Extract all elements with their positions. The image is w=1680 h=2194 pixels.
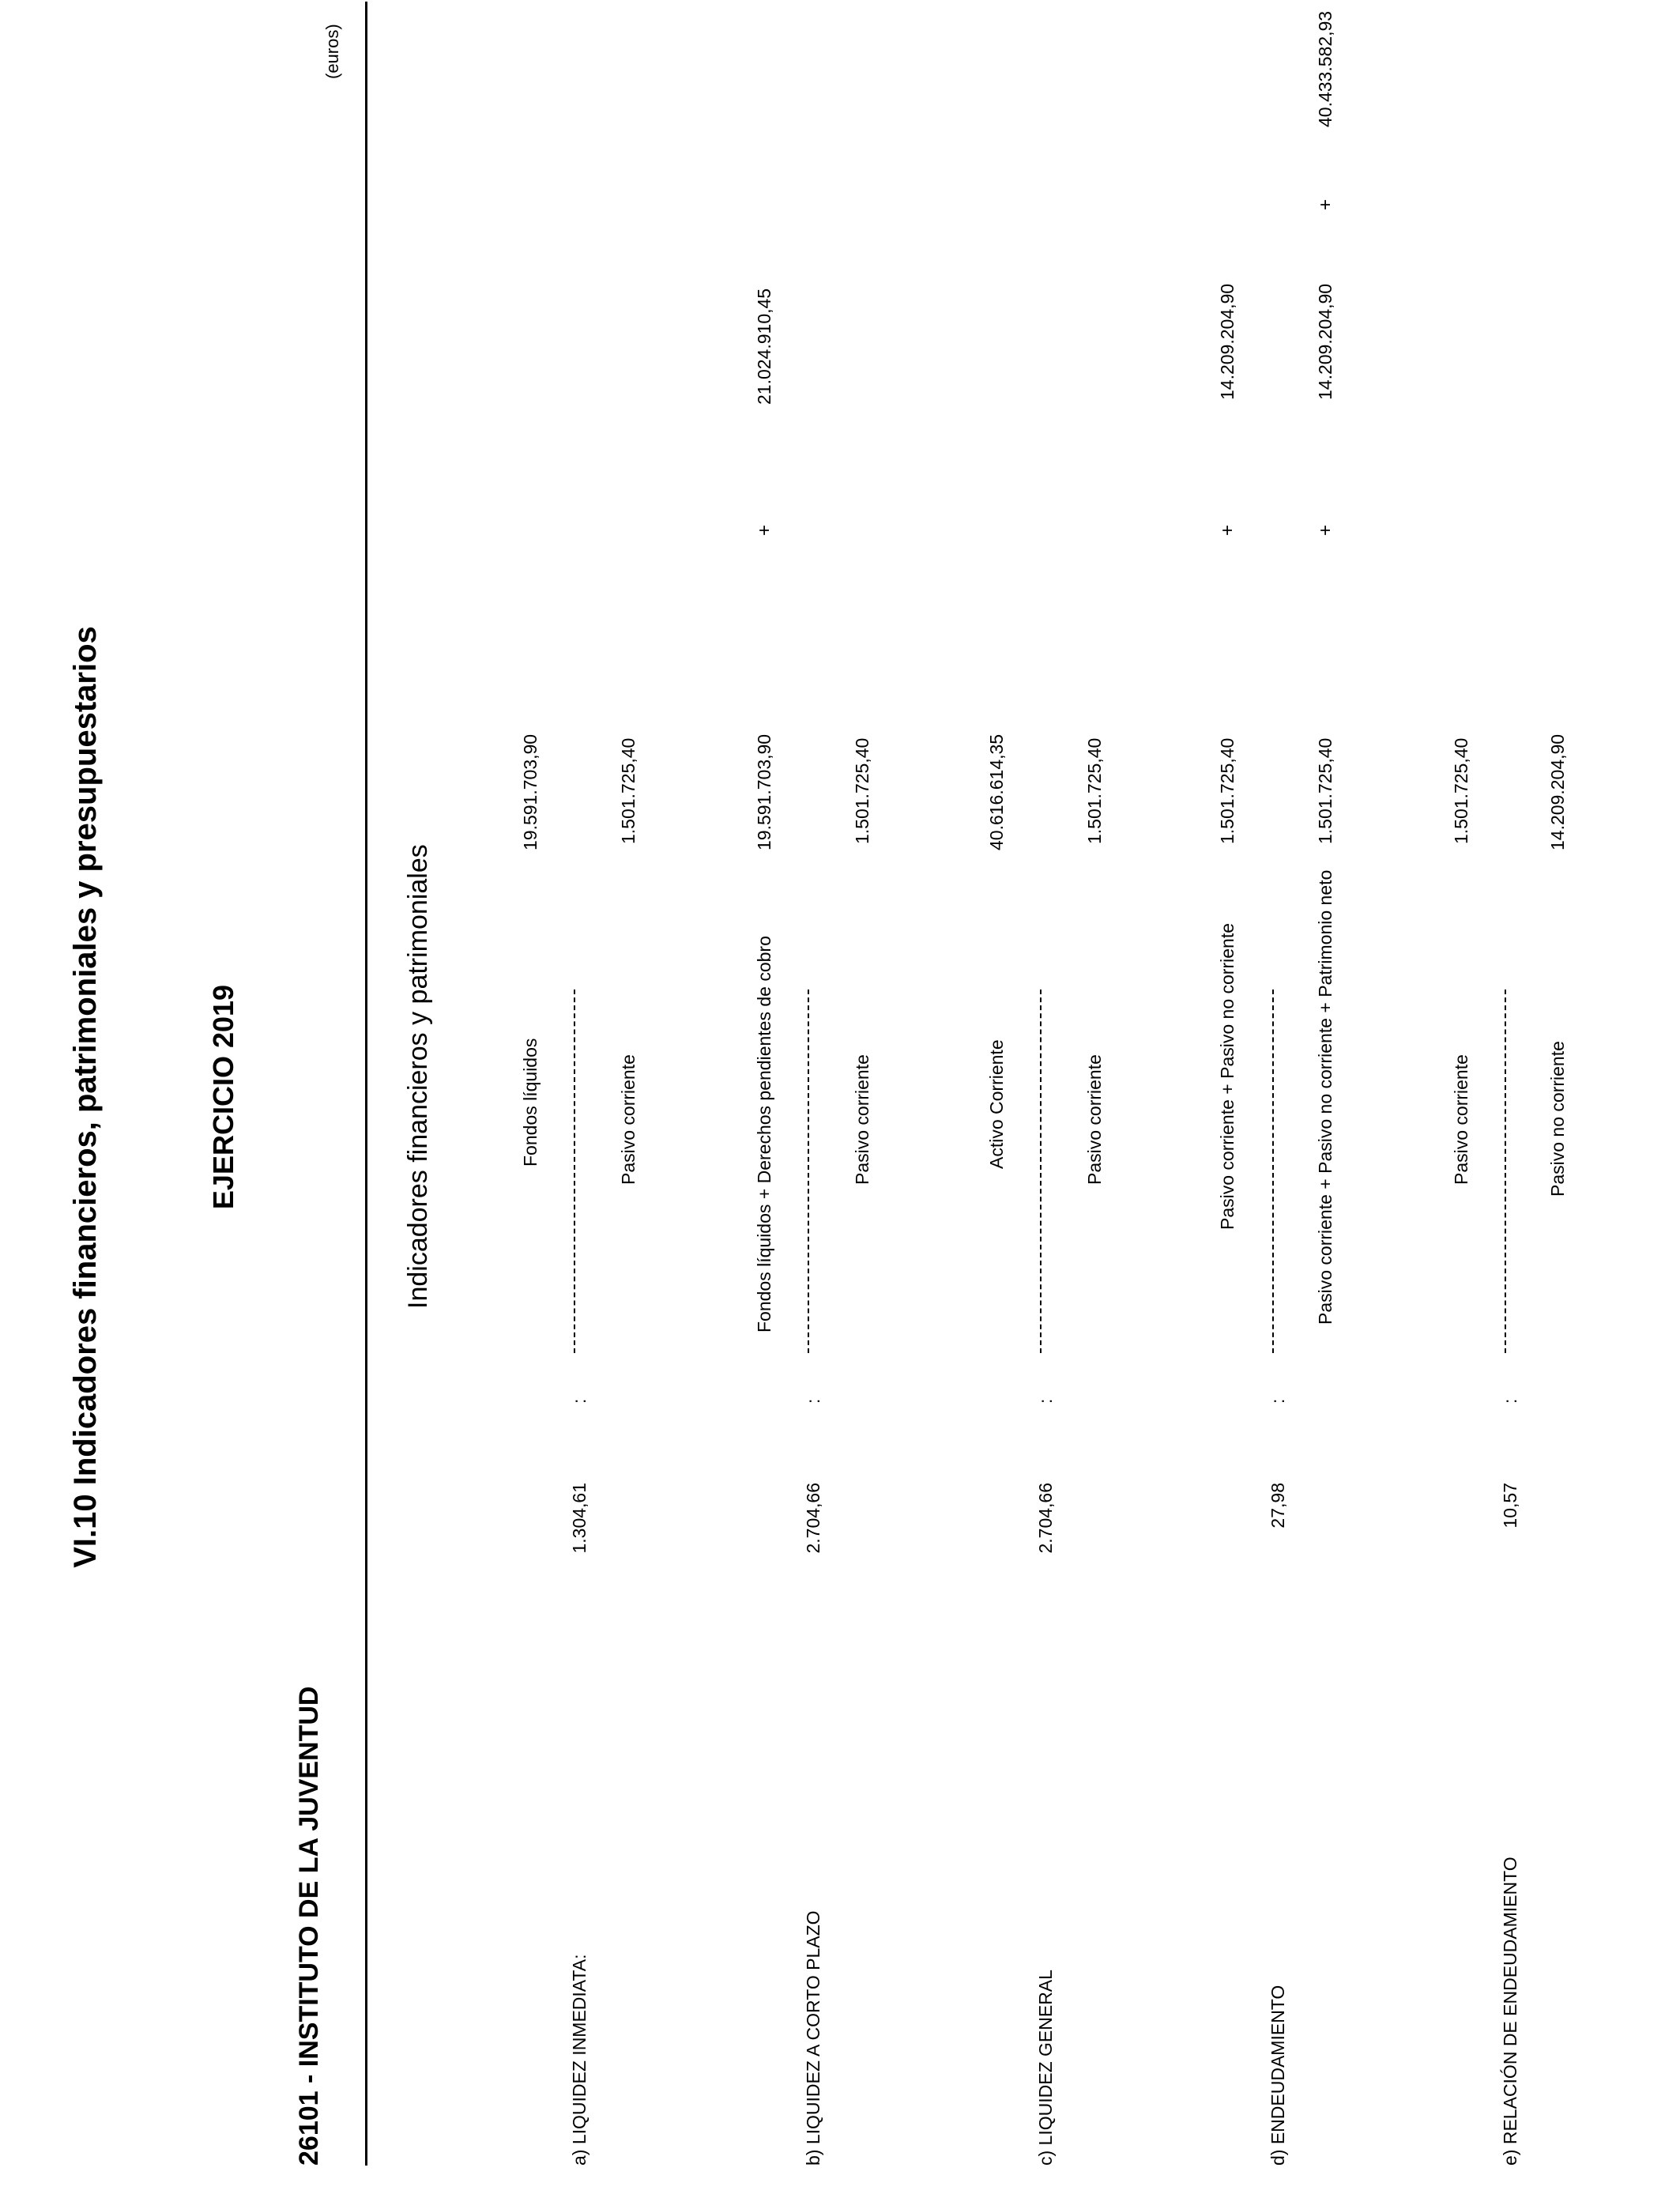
units-label: (euros) (322, 24, 342, 79)
fraction-bar (1505, 990, 1506, 1353)
indicator-label: c) LIQUIDEZ GENERAL (1035, 1970, 1056, 2166)
indicator-value: 2.704,66 (1035, 1483, 1056, 1554)
fraction-bar (1272, 990, 1274, 1353)
numerator-value: 19.591.703,90 (754, 733, 774, 850)
numerator-value: 19.591.703,90 (520, 733, 541, 850)
page-title: VI.10 Indicadores financieros, patrimoniales y presupuestarios (68, 626, 103, 1568)
denominator-text: Pasivo corriente (1084, 1054, 1105, 1185)
indicator-label: b) LIQUIDEZ A CORTO PLAZO (803, 1910, 823, 2166)
indicator-value: 10,57 (1500, 1483, 1520, 1529)
numerator-value: 1.501.725,40 (1217, 737, 1237, 844)
numerator-text: Fondos líquidos + Derechos pendientes de cobro (754, 936, 774, 1333)
indicator-label: d) ENDEUDAMIENTO (1268, 1985, 1288, 2166)
section-title: Indicadores financieros y patrimoniales (403, 844, 433, 1309)
plus-sign: + (1217, 524, 1238, 536)
indicator-label: a) LIQUIDEZ INMEDIATA: (569, 1954, 590, 2166)
indicator-value: 1.304,61 (569, 1483, 590, 1554)
indicator-label: e) RELACIÓN DE ENDEUDAMIENTO (1500, 1857, 1520, 2166)
denominator-value: 1.501.725,40 (1315, 737, 1335, 844)
indicator-colon: : (1035, 1398, 1056, 1404)
denominator-value: 1.501.725,40 (1084, 737, 1105, 844)
plus-sign: + (1315, 524, 1336, 536)
denominator-text: Pasivo no corriente (1547, 1041, 1568, 1197)
denominator-value: 1.501.725,40 (852, 737, 872, 844)
denominator-text: Pasivo corriente (852, 1054, 872, 1185)
numerator-value: 1.501.725,40 (1451, 737, 1471, 844)
denominator-text: Pasivo corriente (618, 1054, 638, 1185)
indicator-colon: : (1500, 1398, 1520, 1404)
plus-sign: + (1315, 198, 1336, 210)
denominator-value: 14.209.204,90 (1547, 733, 1568, 850)
indicator-colon: : (1268, 1398, 1288, 1404)
numerator-value: 40.616.614,35 (986, 733, 1007, 850)
numerator-text: Activo Corriente (986, 1039, 1007, 1169)
entity-name: 26101 - INSTITUTO DE LA JUVENTUD (294, 1686, 324, 2166)
denominator-value: 40.433.582,93 (1315, 10, 1335, 127)
denominator-value: 1.501.725,40 (618, 737, 638, 844)
indicator-value: 27,98 (1268, 1483, 1288, 1529)
numerator-text: Pasivo corriente (1451, 1054, 1471, 1185)
header-rule (365, 2, 367, 2166)
fraction-bar (574, 990, 575, 1353)
numerator-text: Fondos líquidos (520, 1038, 541, 1167)
plus-sign: + (754, 524, 775, 536)
indicator-value: 2.704,66 (803, 1483, 823, 1554)
numerator-value: 14.209.204,90 (1217, 283, 1237, 400)
numerator-value: 21.024.910,45 (754, 288, 774, 405)
denominator-text: Pasivo corriente + Pasivo no corriente + Patrimonio neto (1315, 869, 1335, 1325)
denominator-value: 14.209.204,90 (1315, 283, 1335, 400)
indicator-colon: : (569, 1398, 590, 1404)
page-subtitle: EJERCICIO 2019 (207, 984, 239, 1210)
indicator-colon: : (803, 1398, 823, 1404)
numerator-text: Pasivo corriente + Pasivo no corriente (1217, 922, 1237, 1230)
fraction-bar (1040, 990, 1042, 1353)
fraction-bar (808, 990, 809, 1353)
